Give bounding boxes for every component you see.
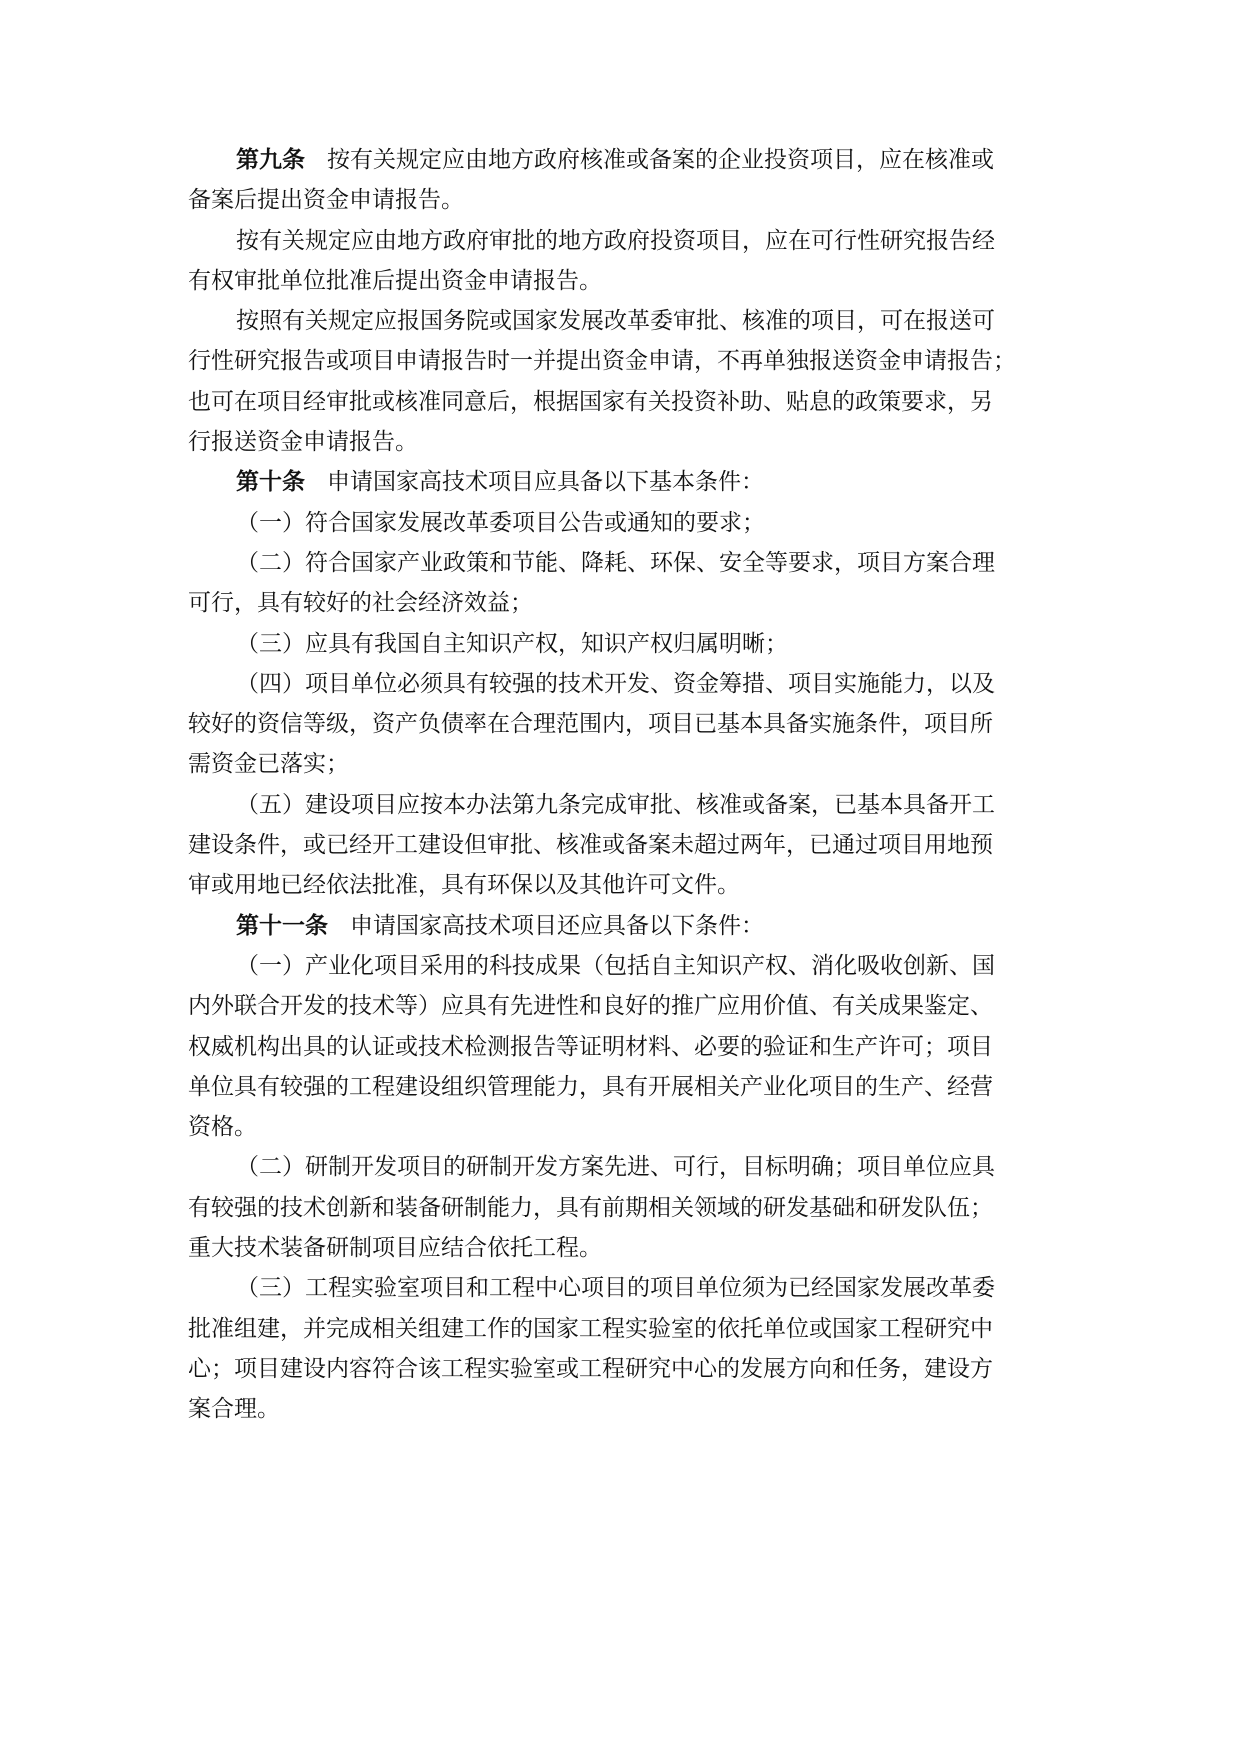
line-text: 审或用地已经依法批准，具有环保以及其他许可文件。	[188, 872, 740, 899]
line-text: 有较强的技术创新和装备研制能力，具有前期相关领域的研发基础和研发队伍；	[188, 1194, 993, 1221]
paragraph	[188, 624, 942, 664]
line-text: （三）应具有我国自主知识产权，知识产权归属明晰；	[236, 630, 788, 657]
line-text: （一）符合国家发展改革委项目公告或通知的要求；	[236, 509, 765, 536]
line-text: 备案后提出资金申请报告。	[188, 187, 464, 214]
text-line	[188, 1309, 993, 1349]
line-text: （四）项目单位必须具有较强的技术开发、资金筹措、项目实施能力，以及	[236, 670, 995, 697]
article-heading: 第十一条	[236, 912, 328, 939]
paragraph	[188, 543, 995, 624]
line-text: （二）研制开发项目的研制开发方案先进、可行，目标明确；项目单位应具	[236, 1154, 995, 1181]
line-text: 案合理。	[188, 1396, 280, 1423]
paragraph	[188, 946, 995, 1147]
text-line	[188, 382, 993, 422]
text-line	[188, 261, 942, 301]
line-text: （二）符合国家产业政策和节能、降耗、环保、安全等要求，项目方案合理	[236, 549, 995, 576]
text-line	[188, 221, 995, 261]
text-line	[188, 624, 942, 664]
article-paragraph	[188, 140, 994, 221]
line-text: 内外联合开发的技术等）应具有先进性和良好的推广应用价值、有关成果鉴定、	[188, 993, 993, 1020]
line-text: 需资金已落实；	[188, 751, 349, 778]
paragraph	[188, 664, 995, 785]
article-paragraph	[188, 906, 942, 946]
article-heading: 第九条	[236, 147, 305, 173]
line-text: 有权审批单位批准后提出资金申请报告。	[188, 267, 602, 294]
text-line	[188, 140, 994, 180]
line-text: （三）工程实验室项目和工程中心项目的项目单位须为已经国家发展改革委	[236, 1275, 995, 1302]
text-line	[188, 946, 995, 986]
text-line	[188, 1349, 993, 1389]
text-line	[188, 1107, 942, 1147]
paragraph	[188, 301, 1016, 462]
text-line	[188, 462, 942, 502]
text-line	[188, 1188, 993, 1228]
line-text: 权威机构出具的认证或技术检测报告等证明材料、必要的验证和生产许可；项目	[188, 1033, 993, 1060]
text-line	[188, 664, 995, 704]
text-line	[188, 906, 942, 946]
line-text: 资格。	[188, 1114, 257, 1141]
line-text: 行报送资金申请报告。	[188, 429, 418, 456]
paragraph	[188, 785, 995, 906]
document-page	[188, 140, 1016, 1430]
line-text: 按照有关规定应报国务院或国家发展改革委审批、核准的项目，可在报送可	[236, 308, 995, 335]
line-text: 建设条件，或已经开工建设但审批、核准或备案未超过两年，已通过项目用地预	[188, 832, 993, 859]
line-text: （一）产业化项目采用的科技成果（包括自主知识产权、消化吸收创新、国	[236, 952, 995, 979]
text-line	[188, 1147, 995, 1187]
paragraph	[188, 503, 942, 543]
line-text: 重大技术装备研制项目应结合依托工程。	[188, 1235, 602, 1262]
text-line	[188, 1389, 942, 1429]
line-text: 按有关规定应由地方政府审批的地方政府投资项目，应在可行性研究报告经	[236, 227, 995, 254]
line-text: 可行，具有较好的社会经济效益；	[188, 590, 533, 617]
line-text: （五）建设项目应按本办法第九条完成审批、核准或备案，已基本具备开工	[236, 791, 995, 818]
line-text: 申请国家高技术项目应具备以下基本条件：	[327, 469, 764, 496]
line-text: 单位具有较强的工程建设组织管理能力，具有开展相关产业化项目的生产、经营	[188, 1073, 993, 1100]
text-line	[188, 583, 942, 623]
line-text: 申请国家高技术项目还应具备以下条件：	[350, 912, 764, 939]
text-line	[188, 422, 942, 462]
text-line	[188, 744, 942, 784]
text-line	[188, 986, 993, 1026]
text-line	[188, 1268, 995, 1308]
text-line	[188, 1067, 993, 1107]
paragraph	[188, 221, 995, 302]
text-line	[188, 865, 942, 905]
article-heading: 第十条	[236, 469, 305, 496]
line-text: 行性研究报告或项目申请报告时一并提出资金申请，不再单独报送资金申请报告；	[188, 348, 1016, 375]
text-line	[188, 785, 995, 825]
text-line	[188, 1228, 942, 1268]
text-line	[188, 341, 1016, 381]
text-line	[188, 825, 993, 865]
line-text: 心；项目建设内容符合该工程实验室或工程研究中心的发展方向和任务，建设方	[188, 1355, 993, 1382]
text-line	[188, 301, 995, 341]
text-line	[188, 503, 942, 543]
line-text: 较好的资信等级，资产负债率在合理范围内，项目已基本具备实施条件，项目所	[188, 711, 993, 738]
line-text: 按有关规定应由地方政府核准或备案的企业投资项目，应在核准或	[327, 147, 994, 173]
article-paragraph	[188, 462, 942, 502]
line-text: 批准组建，并完成相关组建工作的国家工程实验室的依托单位或国家工程研究中	[188, 1315, 993, 1342]
text-line	[188, 543, 995, 583]
text-line	[188, 704, 993, 744]
line-text: 也可在项目经审批或核准同意后，根据国家有关投资补助、贴息的政策要求，另	[188, 388, 993, 415]
paragraph	[188, 1147, 995, 1268]
paragraph	[188, 1268, 995, 1429]
text-line	[188, 1027, 993, 1067]
text-line	[188, 180, 942, 220]
